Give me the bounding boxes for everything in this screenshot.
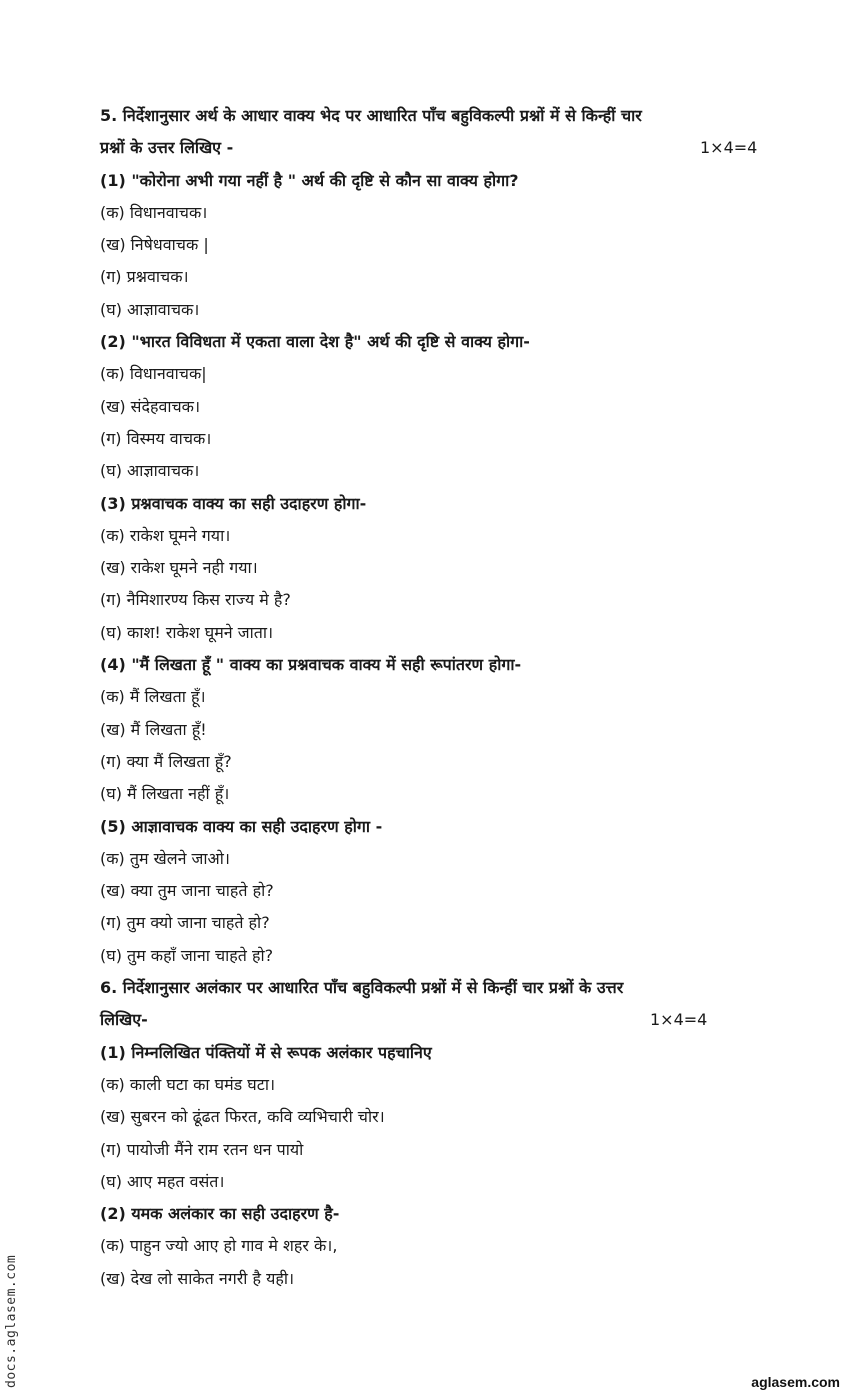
q6-2-option-a: (क) पाहुन ज्यो आए हो गाव मे शहर के।, bbox=[100, 1236, 338, 1256]
q5-4-question: (4) "मैं लिखता हूँ " वाक्य का प्रश्नवाचक वाक्य में सही रूपांतरण होगा- bbox=[100, 655, 522, 675]
q6-1-option-c: (ग) पायोजी मैंने राम रतन धन पायो bbox=[100, 1139, 304, 1159]
q5-1-question: (1) "कोरोना अभी गया नहीं है " अर्थ की दृष्टि से कौन सा वाक्य होगा? bbox=[100, 170, 519, 190]
q5-1-option-d: (घ) आज्ञावाचक। bbox=[100, 299, 200, 319]
q6-1-question: (1) निम्नलिखित पंक्तियों में से रूपक अलंकार पहचानिए bbox=[100, 1042, 432, 1062]
q5-4-option-d: (घ) मैं लिखता नहीं हूँ। bbox=[100, 784, 230, 804]
q5-3-option-d: (घ) काश! राकेश घूमने जाता। bbox=[100, 622, 274, 642]
q5-4-option-b: (ख) मैं लिखता हूँ! bbox=[100, 719, 207, 739]
q5-5-option-c: (ग) तुम क्यो जाना चाहते हो? bbox=[100, 913, 270, 933]
q6-1-option-b: (ख) सुबरन को ढूंढत फिरत, कवि व्यभिचारी चोर। bbox=[100, 1107, 385, 1127]
q5-5-question: (5) आज्ञावाचक वाक्य का सही उदाहरण होगा - bbox=[100, 816, 383, 836]
question-paper-page bbox=[100, 100, 758, 1295]
q6-1-option-a: (क) काली घटा का घमंड घटा। bbox=[100, 1074, 276, 1094]
q5-3-option-a: (क) राकेश घूमने गया। bbox=[100, 525, 231, 545]
q5-5-option-d: (घ) तुम कहाँ जाना चाहते हो? bbox=[100, 945, 274, 965]
q5-2-option-b: (ख) संदेहवाचक। bbox=[100, 396, 201, 416]
q5-4-option-a: (क) मैं लिखता हूँ। bbox=[100, 687, 206, 707]
q5-heading-line2 bbox=[100, 132, 758, 164]
q5-5-option-b: (ख) क्या तुम जाना चाहते हो? bbox=[100, 881, 274, 901]
q6-2-option-b: (ख) देख लो साकेत नगरी है यही। bbox=[100, 1268, 295, 1288]
q6-2-question: (2) यमक अलंकार का सही उदाहरण है- bbox=[100, 1204, 340, 1224]
q5-4-option-c: (ग) क्या मैं लिखता हूँ? bbox=[100, 751, 232, 771]
q5-3-question: (3) प्रश्नवाचक वाक्य का सही उदाहरण होगा- bbox=[100, 493, 367, 513]
q5-3-option-c: (ग) नैमिशारण्य किस राज्य मे है? bbox=[100, 590, 291, 610]
q5-5-option-a: (क) तुम खेलने जाओ। bbox=[100, 848, 230, 868]
q5-heading-text: प्रश्नों के उत्तर लिखिए - bbox=[100, 138, 234, 158]
q5-2-option-c: (ग) विस्मय वाचक। bbox=[100, 428, 212, 448]
q5-2-question: (2) "भारत विविधता में एकता वाला देश है" अर्थ की दृष्टि से वाक्य होगा- bbox=[100, 332, 530, 352]
q6-heading-line1: 6. निर्देशानुसार अलंकार पर आधारित पाँच बहुविकल्पी प्रश्नों में से किन्हीं चार प्रश्नों के उत्तर bbox=[100, 978, 624, 998]
q5-1-option-c: (ग) प्रश्नवाचक। bbox=[100, 267, 189, 287]
q6-1-option-d: (घ) आए महत वसंत। bbox=[100, 1171, 225, 1191]
q5-3-option-b: (ख) राकेश घूमने नही गया। bbox=[100, 558, 258, 578]
q5-1-option-b: (ख) निषेधवाचक | bbox=[100, 235, 209, 255]
q5-1-option-a: (क) विधानवाचक। bbox=[100, 202, 208, 222]
q6-heading-text: लिखिए- bbox=[100, 1010, 148, 1030]
footer-brand: aglasem.com bbox=[751, 1374, 840, 1390]
q6-marks: 1×4=4 bbox=[650, 1010, 708, 1030]
watermark-url: docs.aglasem.com bbox=[4, 1254, 19, 1388]
q5-2-option-a: (क) विधानवाचक| bbox=[100, 364, 207, 384]
q5-heading-line1: 5. निर्देशानुसार अर्थ के आधार वाक्य भेद पर आधारित पाँच बहुविकल्पी प्रश्नों में से किन्हीं चार bbox=[100, 106, 642, 125]
q6-heading-line2 bbox=[100, 1004, 750, 1036]
q5-marks: 1×4=4 bbox=[700, 138, 758, 158]
q5-2-option-d: (घ) आज्ञावाचक। bbox=[100, 461, 200, 481]
